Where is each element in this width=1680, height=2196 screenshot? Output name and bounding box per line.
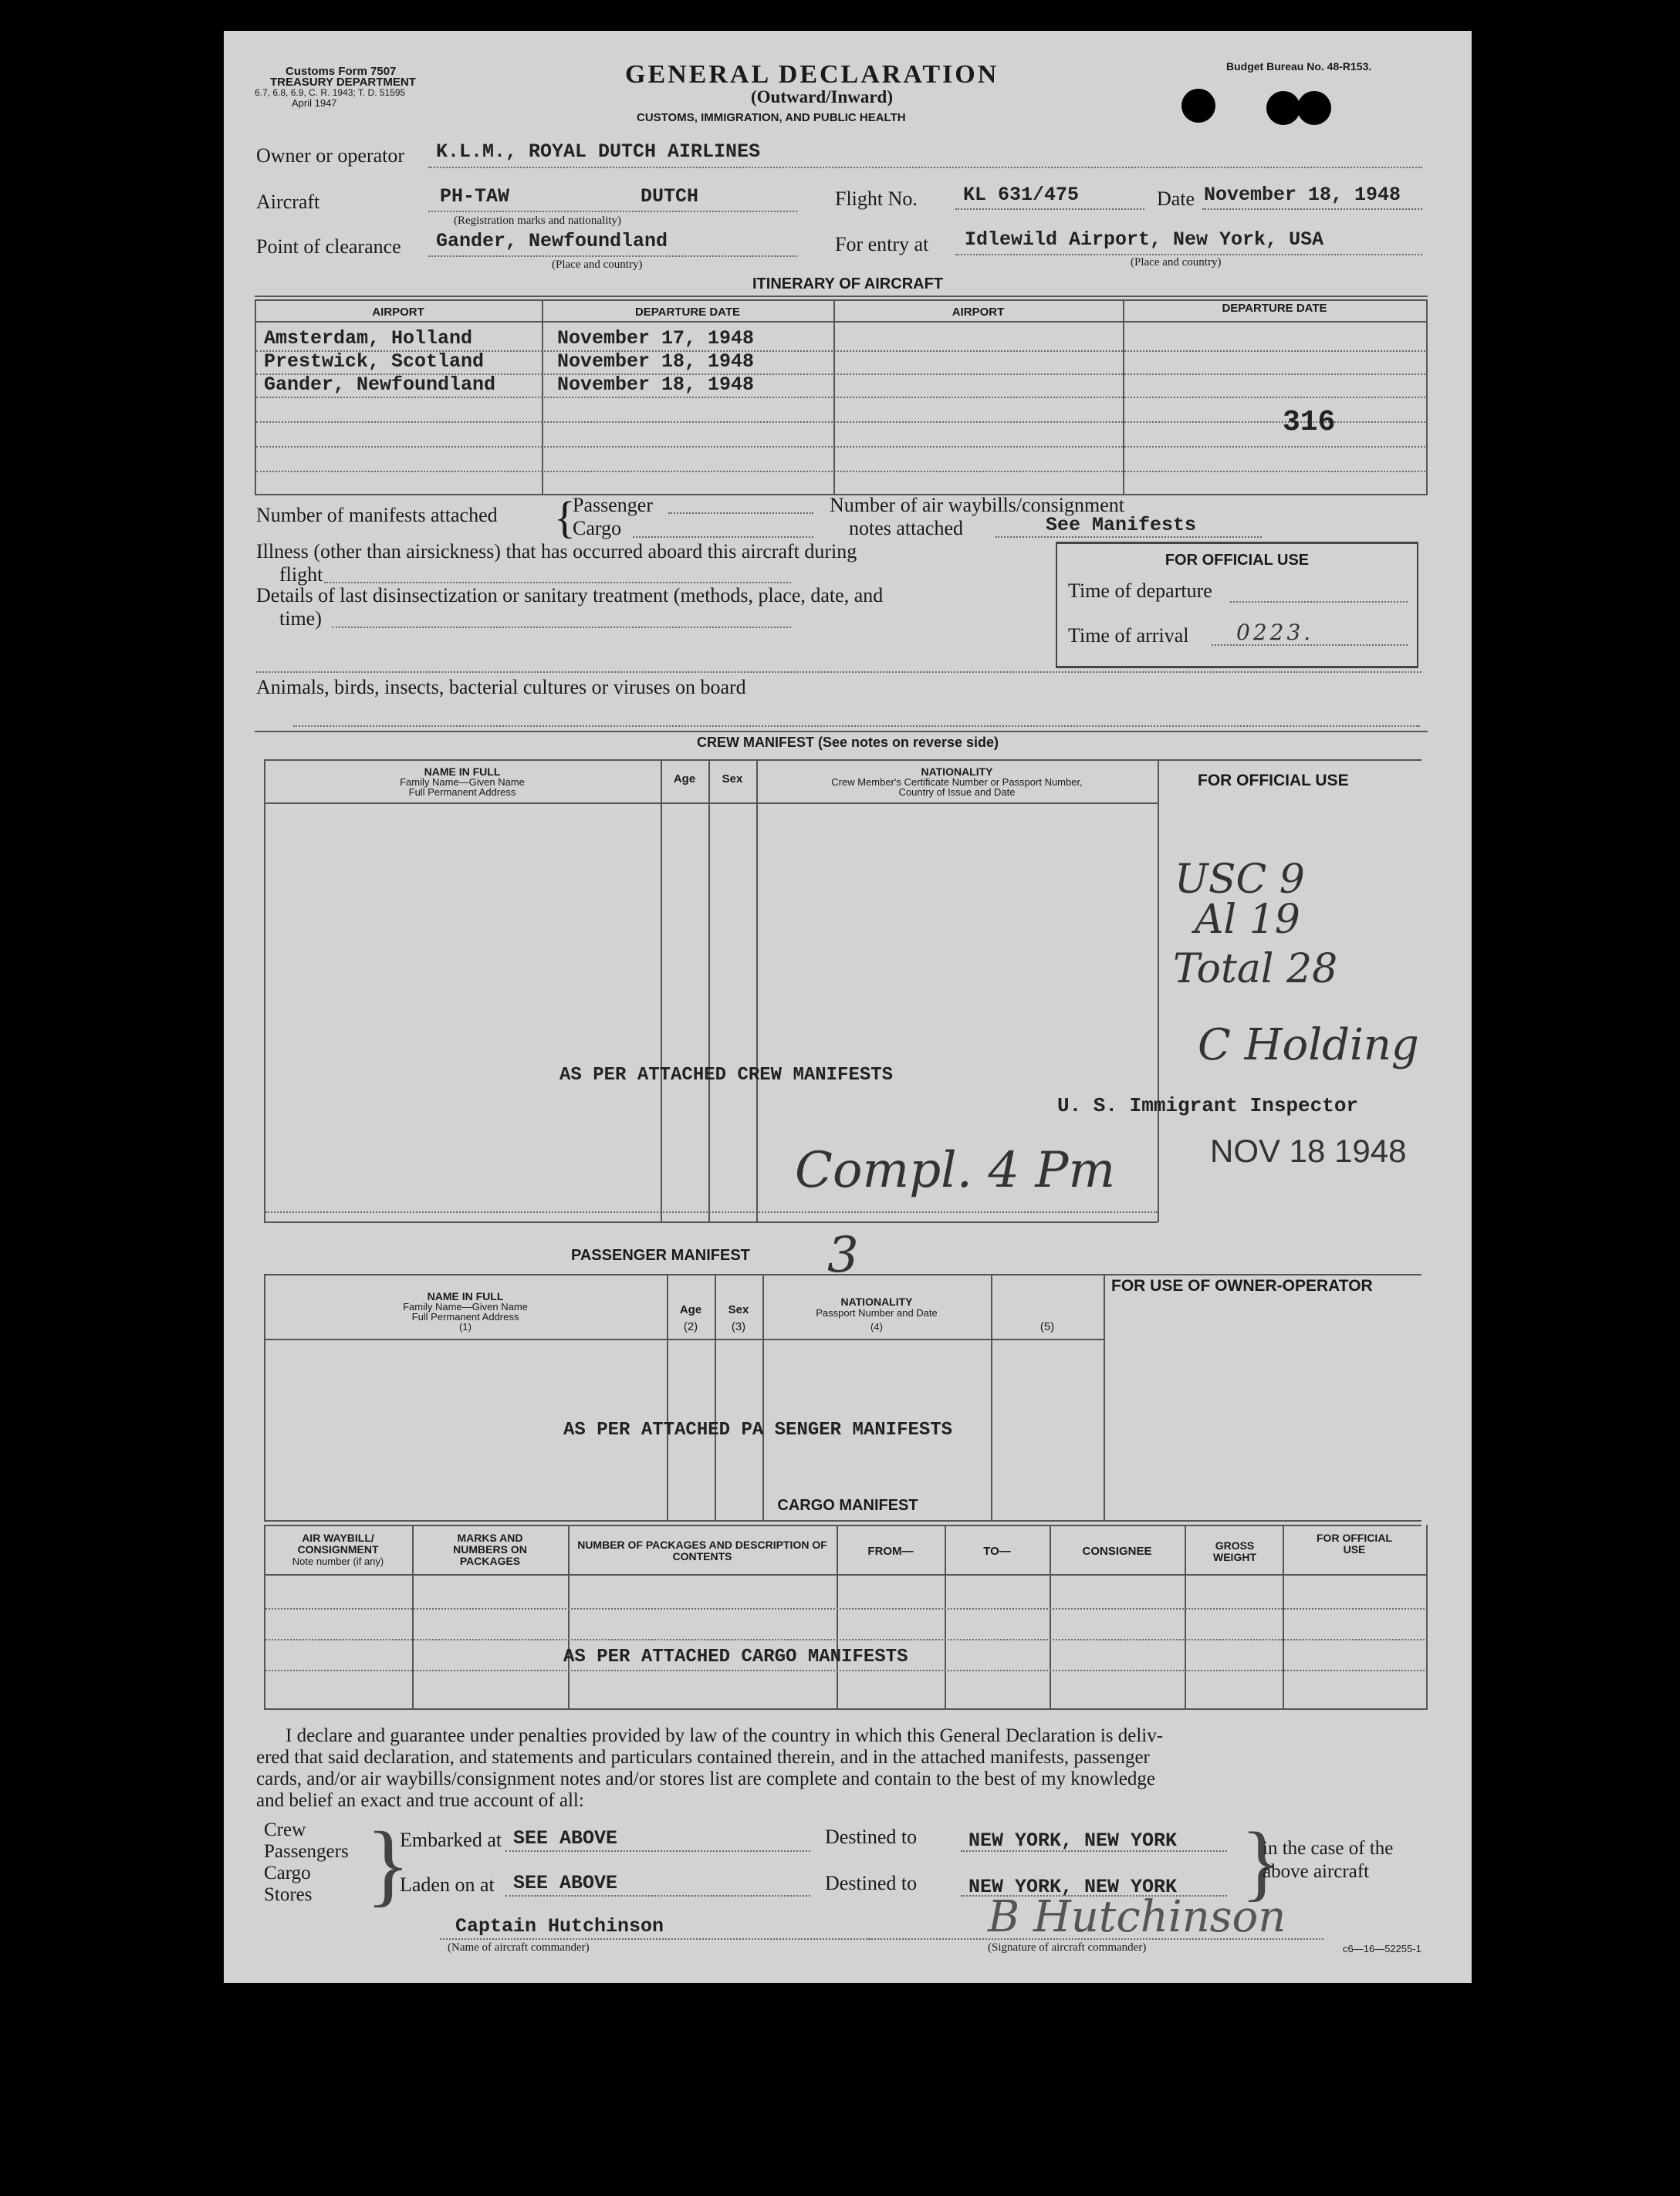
cargo-label: Cargo xyxy=(264,1863,311,1883)
itinerary-title: ITINERARY OF AIRCRAFT xyxy=(752,275,944,292)
entry-caption: (Place and country) xyxy=(1131,256,1222,269)
laden-label: Laden on at xyxy=(400,1873,495,1896)
treasury-department: TREASURY DEPARTMENT xyxy=(270,76,416,89)
cargo-col-marks: MARKS AND NUMBERS ON PACKAGES xyxy=(453,1532,527,1567)
punch-hole-center xyxy=(1181,89,1215,123)
crew-handwritten-note: Compl. 4 Pm xyxy=(795,1142,1116,1199)
owner-value: K.L.M., ROYAL DUTCH AIRLINES xyxy=(436,140,761,163)
inspector-date-stamp: NOV 18 1948 xyxy=(1210,1133,1407,1169)
cargo-col-to: TO— xyxy=(983,1545,1011,1558)
declaration-line-3: cards, and/or air waybills/consignment notes and/or stores list are complete and contain to the best of my knowledge xyxy=(256,1769,1155,1789)
flight-line xyxy=(955,208,1144,210)
owner-line xyxy=(428,167,1422,168)
passengers-label: Passengers xyxy=(264,1841,349,1862)
passenger-col-name: NAME IN FULL xyxy=(427,1290,504,1302)
itinerary-col-airport-1: AIRPORT xyxy=(372,306,424,319)
itinerary-row-date: November 17, 1948 xyxy=(557,327,755,350)
passenger-manifest-title: PASSENGER MANIFEST xyxy=(571,1247,750,1264)
clearance-value: Gander, Newfoundland xyxy=(436,230,668,252)
commander-signature-caption: (Signature of aircraft commander) xyxy=(988,1941,1147,1954)
cargo-stamp: AS PER ATTACHED CARGO MANIFESTS xyxy=(563,1647,908,1667)
owner-operator-use: FOR USE OF OWNER-OPERATOR xyxy=(1111,1277,1373,1295)
laden-value: SEE ABOVE xyxy=(513,1872,618,1894)
direction-caption: (Outward/Inward) xyxy=(751,87,894,106)
form-date: April 1947 xyxy=(292,97,337,109)
crew-col-sex: Sex xyxy=(722,772,743,785)
disinsect-label: Details of last disinsectization or sanitary treatment (methods, place, date, and xyxy=(256,584,884,606)
crew-official-use: FOR OFFICIAL USE xyxy=(1198,772,1349,789)
crew-col-nationality-sub2: Country of Issue and Date xyxy=(898,786,1016,798)
passenger-stamp: AS PER ATTACHED PA SENGER MANIFESTS xyxy=(563,1420,953,1441)
entry-value: Idlewild Airport, New York, USA xyxy=(965,228,1324,251)
itinerary-col-departure-1: DEPARTURE DATE xyxy=(634,306,741,319)
passenger-col-nationality-sub: Passport Number and Date xyxy=(816,1307,938,1319)
clearance-line xyxy=(428,255,797,257)
cargo-manifest-title: CARGO MANIFEST xyxy=(777,1497,918,1514)
itinerary-row-date: November 18, 1948 xyxy=(557,373,755,396)
disinsect-label-2: time) xyxy=(279,607,322,630)
itinerary-row-airport: Gander, Newfoundland xyxy=(264,373,496,396)
passenger-col-name-sub2: Full Permanent Address xyxy=(411,1311,519,1323)
official-use-box xyxy=(1056,542,1418,668)
cargo-col-waybill-note: Note number (if any) xyxy=(292,1556,384,1567)
manifests-label: Number of manifests attached xyxy=(256,504,498,526)
cargo-col-from: FROM— xyxy=(867,1545,914,1558)
passenger-col-nationality: NATIONALITY xyxy=(840,1296,913,1308)
declaration-line-1: I declare and guarantee under penalties provided by law of the country in which this General Declaration is deliv- xyxy=(286,1725,1164,1746)
form-title: GENERAL DECLARATION xyxy=(625,60,999,89)
commander-signature: B Hutchinson xyxy=(988,1892,1286,1942)
crew-count-total: Total 28 xyxy=(1173,946,1338,992)
case-label-2: above aircraft xyxy=(1263,1861,1370,1882)
itinerary-col-airport-2: AIRPORT xyxy=(952,306,1005,319)
owner-label: Owner or operator xyxy=(256,144,405,167)
passenger-col-age: Age xyxy=(679,1303,702,1316)
inspector-signature: C Holding xyxy=(1198,1020,1419,1070)
crew-col-nationality-sub: Crew Member's Certificate Number or Passport Number, xyxy=(831,776,1083,788)
destined-label-1: Destined to xyxy=(825,1826,918,1848)
destined-value-2: NEW YORK, NEW YORK xyxy=(968,1876,1178,1898)
crew-count-al: Al 19 xyxy=(1195,897,1300,943)
cargo-col-weight: GROSS WEIGHT xyxy=(1213,1539,1256,1563)
declaration-form: Customs Form 7507 TREASURY DEPARTMENT 6.7, 6.8, 6.9, C. R. 1943; T. D. 51595 April 1947 GENERAL DECLARATION (Outward/Inward) CUSTOMS, IMMIGRATION, AND PUBLIC HEALTH Budget Bureau No. 48-R153. Owner or operator K.L.M., ROYAL DUTCH AIRLINES Aircraft PH-TAW DUTCH (Registration marks and nationality) Flight No. KL 631/475 Date November 18, 1948 Point of clearance Gander, Newfoundland (Place and country) For entry at Idlewild Airport, New York, USA (Place and country) ITINERARY OF AIRCRAFT AIRPORT DEPARTURE DATE AIRPORT DEPARTURE DATE Amsterdam, Holland November 17, 1948 Prestwick, Scotland November 18, 1948 Gander, Newfoundland November 18, 1948 316 Number of manifests attached { Passenger Cargo Number of air waybills/consignment notes attached See Manifests Illness (other than airsickness) that has occurred aboard this aircraft during flight Details of last disinsectization or sanitary treatment (methods, place, date, and time) FOR OFFICIAL USE Time of departure Time of arrival 0223. Animals, birds, insects, bacterial cultures or viruses on board CREW MANIFEST (See notes on reverse side) NAME IN FULL Family Name—Given Name Full Permanent Address Age Sex NATIONALITY Crew Member's Certificate Number or Passport Number, Country of Issue and Date FOR OFFICIAL USE AS PER ATTACHED CREW MANIFESTS USC 9 Al 19 Total 28 C Holding U. S. Immigrant Inspector NOV 18 1948 Compl. 4 Pm PASSENGER MANIFEST 3 NAME IN FULL Family Name—Given Name Full Permanent Address (1) Age (2) Sex (3) NATIONALITY Passport Number and Date (4) (5) FOR USE OF OWNER-OPERATOR AS PER ATTACHED PA SENGER MANIFESTS CARGO MANIFEST AIR WAYBILL/ CONSIGNMENT Note number (if any) MARKS AND NUMBERS ON PACKAGES NUMBER OF PACKAGES AND DESCRIPTION OF CONTENTS FROM— TO— CONSIGNEE GROSS WEIGHT FOR OFFICIAL USE AS PER ATTACHED CARGO MANIFESTS I declare and guarantee under penalties provided by law of the country in which this General Declaration is deliv- ered that said declaration, and statements and particulars contained therein, and in the attached manifests, passenger cards, and/or air waybills/consignment notes and/or stores list are complete and contain to the best of my knowledge and belief an exact and true account of all: Crew Passengers Cargo Stores } Embarked at SEE ABOVE Laden on at SEE ABOVE Destined to NEW YORK, NEW YORK Destined to NEW YORK, NEW YORK } in the case of the above aircraft Captain Hutchinson (Name of aircraft commander) B Hutchinson (Signature of aircraft commander) c6—16—52255-1 xyxy=(224,31,1472,1983)
crew-col-name-sub2: Full Permanent Address xyxy=(408,786,516,798)
itinerary-top-rule xyxy=(255,296,1428,297)
entry-line xyxy=(955,254,1422,255)
passenger-col-age-num: (2) xyxy=(683,1320,698,1333)
illness-label: Illness (other than airsickness) that has occurred aboard this aircraft during xyxy=(256,540,857,563)
stores-label: Stores xyxy=(264,1884,313,1905)
declaration-line-4: and belief an exact and true account of all: xyxy=(256,1790,584,1811)
form-number: Customs Form 7507 xyxy=(286,65,397,78)
crew-col-nationality: NATIONALITY xyxy=(921,765,993,778)
crew-label: Crew xyxy=(264,1819,306,1840)
punch-hole-left xyxy=(1266,91,1300,125)
declaration-line-2: ered that said declaration, and statements and particulars contained therein, and in the attached manifests, passenger xyxy=(256,1747,1150,1768)
passenger-col-nationality-num: (4) xyxy=(870,1321,883,1333)
cargo-col-consignee: CONSIGNEE xyxy=(1082,1545,1152,1558)
itinerary-col-departure-2: DEPARTURE DATE xyxy=(1222,302,1327,315)
aircraft-nationality: DUTCH xyxy=(641,185,699,208)
aircraft-label: Aircraft xyxy=(256,191,320,213)
passenger-col-sex-num: (3) xyxy=(731,1320,746,1333)
clearance-label: Point of clearance xyxy=(256,235,401,258)
crew-col-age: Age xyxy=(673,772,696,785)
passenger-col-name-sub: Family Name—Given Name xyxy=(403,1301,528,1313)
departure-time-label: Time of departure xyxy=(1068,579,1212,602)
crew-stamp: AS PER ATTACHED CREW MANIFESTS xyxy=(559,1065,894,1086)
date-line xyxy=(1202,208,1422,210)
cargo-col-waybill: AIR WAYBILL/ CONSIGNMENT xyxy=(297,1532,379,1556)
crew-manifest-title: CREW MANIFEST (See notes on reverse side) xyxy=(696,735,999,750)
entry-label: For entry at xyxy=(835,233,929,255)
date-value: November 18, 1948 xyxy=(1204,184,1401,206)
passenger-count-handwritten: 3 xyxy=(827,1227,859,1284)
aircraft-caption: (Registration marks and nationality) xyxy=(454,215,622,227)
passenger-col-5: (5) xyxy=(1039,1320,1055,1333)
cargo-col-official: FOR OFFICIAL USE xyxy=(1317,1532,1392,1556)
budget-bureau: Budget Bureau No. 48-R153. xyxy=(1226,60,1372,73)
case-label-1: in the case of the xyxy=(1263,1838,1394,1859)
aircraft-registration: PH-TAW xyxy=(440,185,510,208)
crew-col-name-sub: Family Name—Given Name xyxy=(400,776,525,788)
print-code: c6—16—52255-1 xyxy=(1343,1943,1421,1954)
itinerary-number: 316 xyxy=(1283,406,1336,439)
embarked-label: Embarked at xyxy=(400,1829,502,1851)
passenger-count-label: Passenger xyxy=(573,494,653,516)
date-label: Date xyxy=(1157,188,1195,210)
passenger-col-name-num: (1) xyxy=(459,1321,472,1333)
flight-value: KL 631/475 xyxy=(963,184,1080,206)
clearance-caption: (Place and country) xyxy=(552,258,643,271)
official-use-title: FOR OFFICIAL USE xyxy=(1165,552,1310,569)
illness-label-2: flight xyxy=(279,563,323,586)
animals-label: Animals, birds, insects, bacterial cultures or viruses on board xyxy=(256,676,746,698)
destined-label-2: Destined to xyxy=(825,1872,918,1894)
passenger-col-sex: Sex xyxy=(728,1303,749,1316)
embarked-value: SEE ABOVE xyxy=(513,1827,618,1850)
cargo-col-packages: NUMBER OF PACKAGES AND DESCRIPTION OF CONTENTS xyxy=(577,1539,827,1563)
destined-value-1: NEW YORK, NEW YORK xyxy=(968,1829,1178,1852)
flight-label: Flight No. xyxy=(835,188,918,210)
arrival-time-value: 0223. xyxy=(1236,620,1314,645)
crew-count-usc: USC 9 xyxy=(1175,856,1305,903)
waybills-label: Number of air waybills/consignment xyxy=(830,494,1124,516)
itinerary-row-date: November 18, 1948 xyxy=(557,350,755,373)
aircraft-line xyxy=(428,211,797,212)
itinerary-row-airport: Prestwick, Scotland xyxy=(264,350,485,373)
commander-name: Captain Hutchinson xyxy=(455,1915,664,1938)
crew-col-name: NAME IN FULL xyxy=(424,765,501,778)
itinerary-row-airport: Amsterdam, Holland xyxy=(264,327,473,350)
waybills-value: See Manifests xyxy=(1046,514,1197,536)
cargo-count-label: Cargo xyxy=(573,517,622,539)
waybills-label-2: notes attached xyxy=(849,517,963,539)
cfr-reference: 6.7, 6.8, 6.9, C. R. 1943; T. D. 51595 xyxy=(255,87,406,98)
form-subtitle: CUSTOMS, IMMIGRATION, AND PUBLIC HEALTH xyxy=(637,111,906,124)
punch-hole-right xyxy=(1297,91,1331,125)
inspector-title: U. S. Immigrant Inspector xyxy=(1057,1094,1359,1117)
commander-name-caption: (Name of aircraft commander) xyxy=(448,1941,590,1954)
arrival-time-label: Time of arrival xyxy=(1068,624,1189,647)
